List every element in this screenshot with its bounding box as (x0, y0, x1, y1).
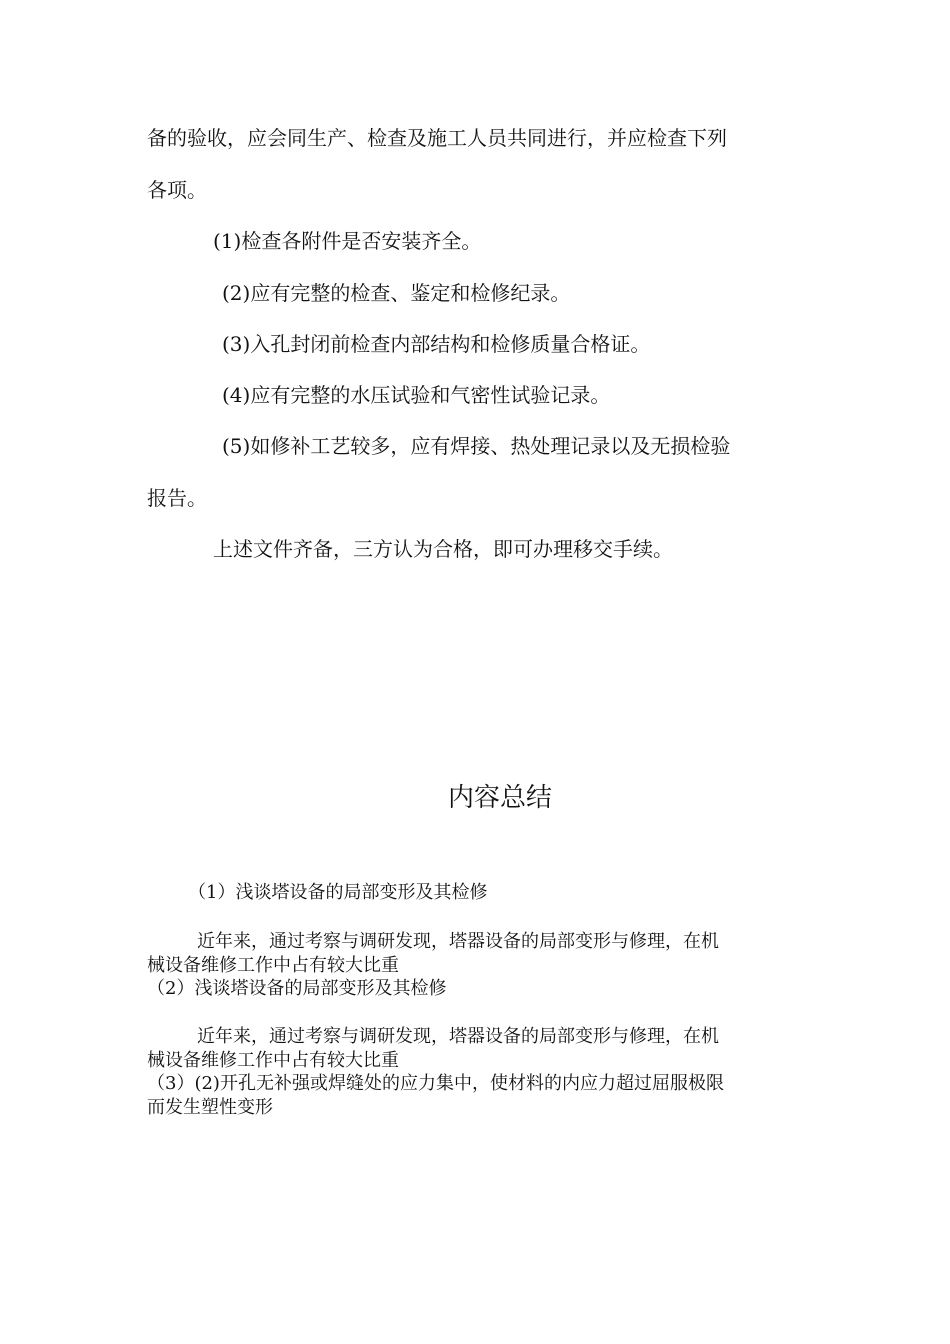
summary-text: （3）(2)开孔无补强或焊缝处的应力集中，使材料的内应力超过屈服极限 (147, 1073, 724, 1094)
summary-title: 内容总结 (448, 783, 553, 813)
summary-heading: （2）浅谈塔设备的局部变形及其检修 (147, 978, 447, 999)
summary-text: 近年来，通过考察与调研发现，塔器设备的局部变形与修理，在机 (197, 1026, 719, 1047)
closing-paragraph: 上述文件齐备，三方认为合格，即可办理移交手续。 (213, 537, 673, 561)
list-item-continuation: 报告。 (147, 486, 207, 510)
paragraph-line: 备的验收，应会同生产、检查及施工人员共同进行，并应检查下列 (147, 126, 727, 150)
list-item: (2)应有完整的检查、鉴定和检修纪录。 (222, 281, 571, 305)
list-item: (5)如修补工艺较多，应有焊接、热处理记录以及无损检验 (222, 434, 731, 458)
paragraph-line: 各项。 (147, 178, 207, 202)
list-item: (1)检查各附件是否安装齐全。 (213, 229, 482, 253)
list-item: (4)应有完整的水压试验和气密性试验记录。 (222, 383, 611, 407)
summary-text: 而发生塑性变形 (147, 1097, 273, 1118)
summary-text: 近年来，通过考察与调研发现，塔器设备的局部变形与修理，在机 (197, 931, 719, 952)
list-item: (3)入孔封闭前检查内部结构和检修质量合格证。 (222, 332, 651, 356)
summary-text: 械设备维修工作中占有较大比重 (147, 1050, 399, 1071)
summary-text: 械设备维修工作中占有较大比重 (147, 955, 399, 976)
summary-heading: （1）浅谈塔设备的局部变形及其检修 (188, 882, 488, 903)
